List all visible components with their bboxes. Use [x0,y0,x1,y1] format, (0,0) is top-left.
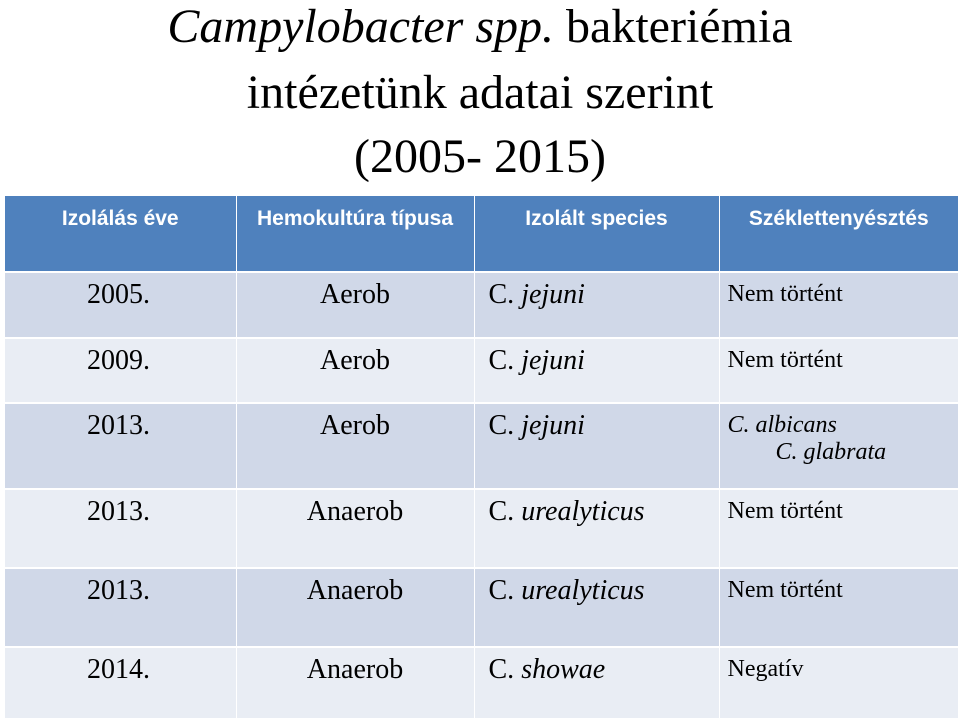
cell-species [474,338,719,403]
cell-year: 2009. [5,338,236,403]
cell-stool-culture: Nem történt [719,338,958,403]
table-header-row [5,196,958,272]
species-name: jejuni [521,345,585,376]
cell-stool-culture [719,403,958,489]
species-genus: C. [488,345,515,376]
species-genus: C. [488,279,515,310]
header-year: Izolálás éve [5,196,236,272]
species-genus: C. [488,654,515,685]
cell-stool-culture: Nem történt [719,489,958,568]
title-line-1-rest: bakteriémia [554,0,793,53]
species-name: jejuni [521,410,585,441]
species-genus: C. [488,496,515,527]
cell-year: 2013. [5,568,236,647]
cell-culture-type: Aerob [236,338,474,403]
species-name: showae [521,654,606,685]
cell-year: 2005. [5,272,236,338]
species-name: jejuni [521,279,585,310]
cell-culture-type: Aerob [236,272,474,338]
title-line-2: intézetünk adatai szerint [246,66,714,119]
table-row [5,489,958,568]
stool-organism-1: C. albicans [727,412,837,438]
table-row [5,403,958,489]
species-name: urealyticus [521,496,645,527]
table-row [5,568,958,647]
title-genus: Campylobacter spp. [167,0,555,53]
cell-stool-culture: Negatív [719,647,958,718]
cell-culture-type: Anaerob [236,647,474,718]
cell-culture-type: Aerob [236,403,474,489]
cell-species [474,647,719,718]
species-genus: C. [488,410,515,441]
cell-culture-type: Anaerob [236,489,474,568]
title-line-1 [0,0,960,53]
cell-culture-type: Anaerob [236,568,474,647]
cell-year: 2013. [5,489,236,568]
table-row [5,647,958,718]
cell-species [474,272,719,338]
cell-species [474,568,719,647]
cell-stool-culture: Nem történt [719,272,958,338]
cell-stool-culture: Nem történt [719,568,958,647]
stool-organism-2: C. glabrata [775,439,887,465]
species-genus: C. [488,575,515,606]
table-row [5,272,958,338]
header-species: Izolált species [474,196,719,272]
title-line-3: (2005- 2015) [354,130,606,183]
header-culture-type: Hemokultúra típusa [236,196,474,272]
cell-species [474,403,719,489]
slide-title [0,0,960,190]
cell-year: 2014. [5,647,236,718]
cell-species [474,489,719,568]
species-name: urealyticus [521,575,645,606]
header-stool-culture: Széklettenyésztés [719,196,958,272]
table-row [5,338,958,403]
cell-year: 2013. [5,403,236,489]
isolates-table [5,196,958,718]
